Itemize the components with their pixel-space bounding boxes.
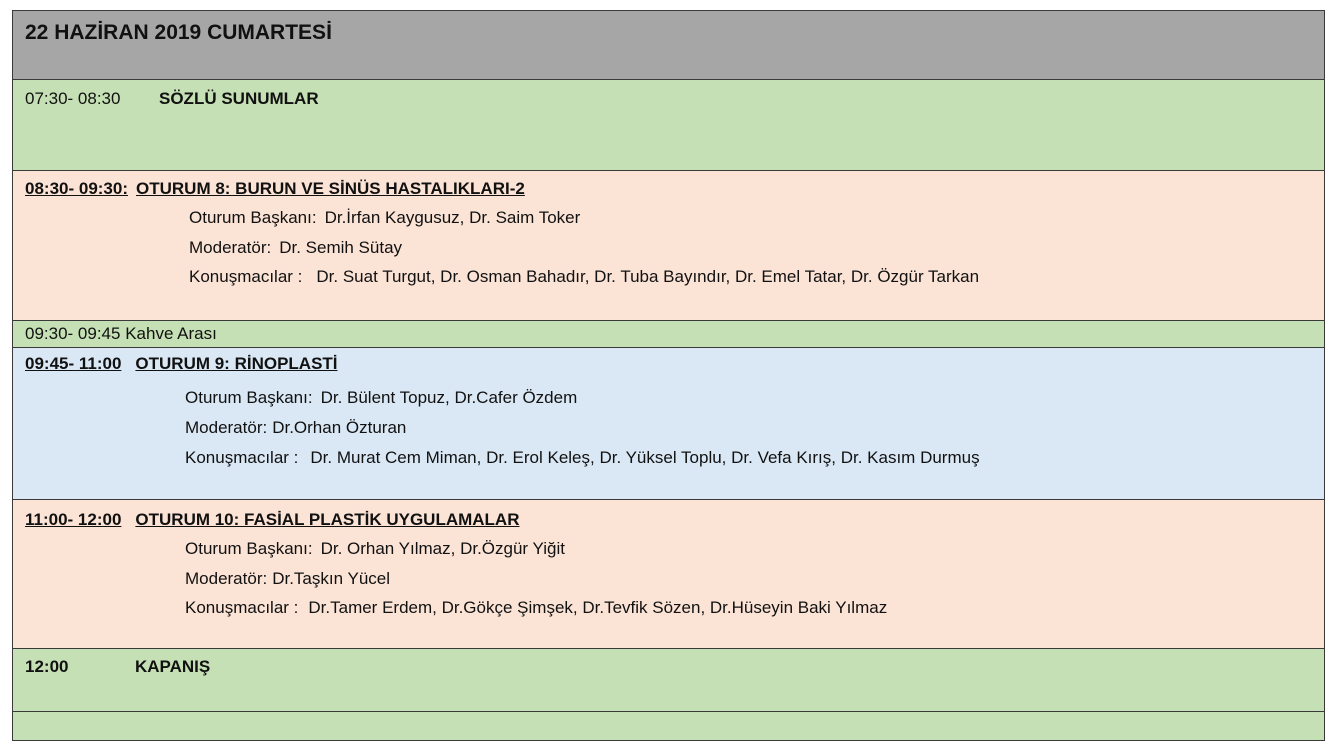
oral-time: 07:30- 08:30 [25,89,121,108]
coffee-break-row [13,321,1324,348]
session-8-title: OTURUM 8: BURUN VE SİNÜS HASTALIKLARI-2 [136,179,525,198]
session-10-row [13,500,1324,649]
session-8-row [13,171,1324,321]
session-9-moderator-line [185,418,406,438]
oral-presentations-row [13,80,1324,171]
session-10-heading [25,510,519,530]
session-8-chairs-line [189,208,580,228]
session-8-chair-label: Oturum Başkanı: [189,208,317,227]
session-9-title: OTURUM 9: RİNOPLASTİ [135,354,338,373]
session-9-speakers-line [185,448,980,468]
session-9-row [13,348,1324,500]
session-10-speakers: Dr.Tamer Erdem, Dr.Gökçe Şimşek, Dr.Tevfik Sözen, Dr.Hüseyin Baki Yılmaz [308,598,888,617]
coffee-break-text: 09:30- 09:45 Kahve Arası [25,324,217,343]
session-8-speakers: Dr. Suat Turgut, Dr. Osman Bahadır, Dr. Tuba Bayındır, Dr. Emel Tatar, Dr. Özgür Tarkan [316,267,980,286]
session-9-chairs-line [185,388,577,408]
program-table [12,10,1325,741]
session-8-moderator-line [189,238,402,258]
session-9-chair-label: Oturum Başkanı: [185,388,313,407]
session-10-time: 11:00- 12:00 [25,510,122,529]
session-8-time: 08:30- 09:30: [25,179,129,198]
session-9-moderator-label: Moderatör: [185,418,268,437]
session-9-time: 09:45- 11:00 [25,354,122,373]
session-8-speakers-line [189,267,979,287]
session-10-title: OTURUM 10: FASİAL PLASTİK UYGULAMALAR [135,510,520,529]
session-8-moderator: Dr. Semih Sütay [279,238,403,257]
session-10-chair-label: Oturum Başkanı: [185,539,313,558]
session-10-moderator-line [185,569,390,589]
closing-row [13,649,1324,712]
session-10-speakers-line [185,598,887,618]
session-8-chairs: Dr.İrfan Kaygusuz, Dr. Saim Toker [324,208,581,227]
session-10-moderator: Dr.Taşkın Yücel [272,569,390,588]
session-9-speakers-label: Konuşmacılar : [185,448,299,467]
session-8-speakers-label: Konuşmacılar : [189,267,303,286]
oral-title: SÖZLÜ SUNUMLAR [159,89,319,108]
session-10-speakers-label: Konuşmacılar : [185,598,299,617]
session-9-moderator: Dr.Orhan Özturan [272,418,407,437]
session-10-chairs: Dr. Orhan Yılmaz, Dr.Özgür Yiğit [320,539,565,558]
session-9-chairs: Dr. Bülent Topuz, Dr.Cafer Özdem [320,388,578,407]
session-8-moderator-label: Moderatör: [189,238,272,257]
session-10-chairs-line [185,539,565,559]
empty-row [13,712,1324,740]
date-header-row [13,11,1324,80]
date-heading: 22 HAZİRAN 2019 CUMARTESİ [25,21,332,44]
session-8-heading [25,179,525,199]
session-9-speakers: Dr. Murat Cem Miman, Dr. Erol Keleş, Dr. Yüksel Toplu, Dr. Vefa Kırış, Dr. Kasım Durmuş [310,448,980,467]
session-9-heading [25,354,338,374]
closing-time: 12:00 [25,657,69,676]
closing-title: KAPANIŞ [135,657,211,676]
session-10-moderator-label: Moderatör: [185,569,268,588]
